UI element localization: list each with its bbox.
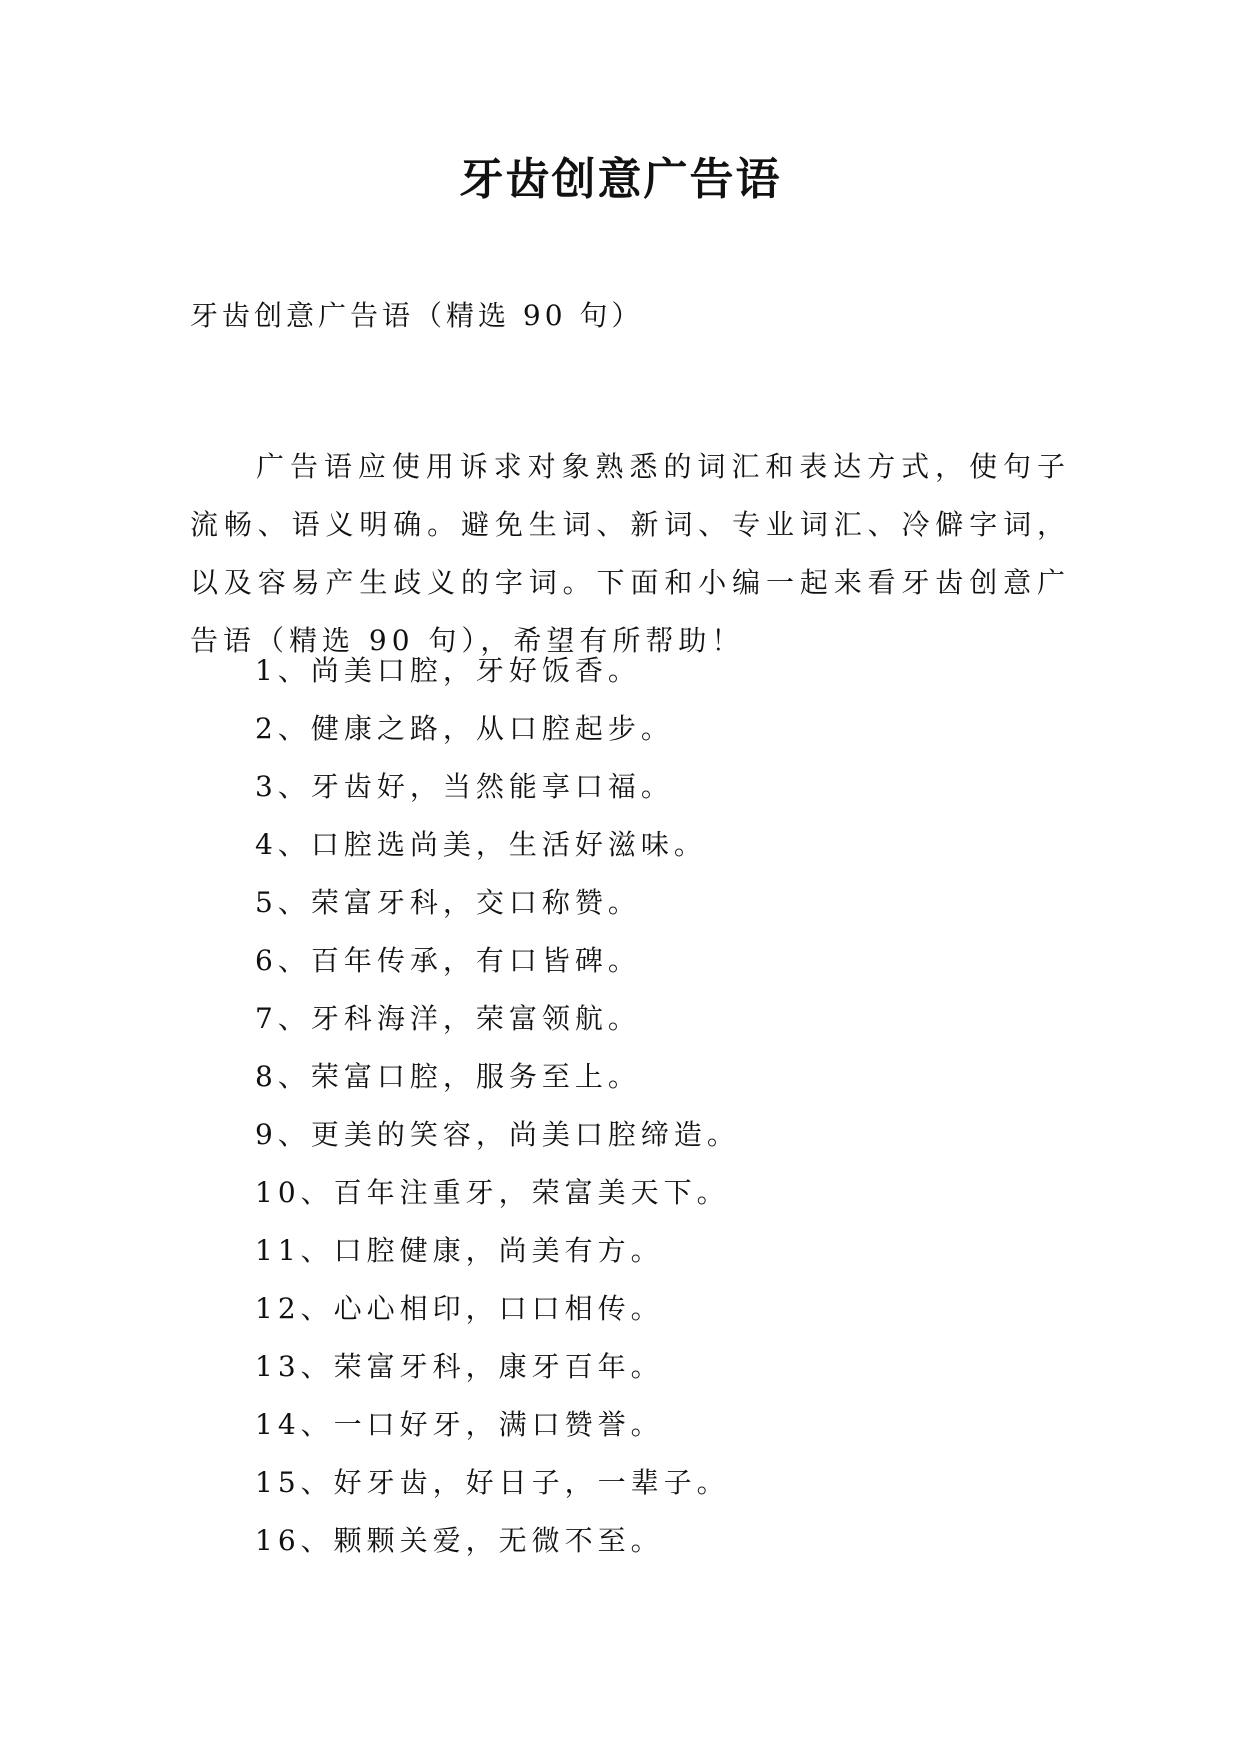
list-item: 11、口腔健康，尚美有方。: [255, 1234, 664, 1267]
intro-paragraph: 广告语应使用诉求对象熟悉的词汇和表达方式，使句子流畅、语义明确。避免生词、新词、专业词汇、冷僻字词，以及容易产生歧义的字词。下面和小编一起来看牙齿创意广告语（精选 90 句），希望有所帮助！: [190, 450, 1070, 657]
list-item: 8、荣富口腔，服务至上。: [255, 1060, 641, 1093]
list-item: 15、好牙齿，好日子，一辈子。: [255, 1466, 730, 1499]
list-item: 6、百年传承，有口皆碑。: [255, 944, 641, 977]
list-item: 13、荣富牙科，康牙百年。: [255, 1350, 664, 1383]
list-item: 7、牙科海洋，荣富领航。: [255, 1002, 641, 1035]
list-item: 12、心心相印，口口相传。: [255, 1292, 664, 1325]
document-title: 牙齿创意广告语: [459, 154, 782, 205]
list-item: 5、荣富牙科，交口称赞。: [255, 886, 641, 919]
slogan-list: [255, 642, 740, 1570]
list-item: 3、牙齿好，当然能享口福。: [255, 770, 674, 803]
list-item: 14、一口好牙，满口赞誉。: [255, 1408, 664, 1441]
list-item: 9、更美的笑容，尚美口腔缔造。: [255, 1118, 740, 1151]
document-subtitle: 牙齿创意广告语（精选 90 句）: [190, 299, 644, 332]
list-item: 16、颗颗关爱，无微不至。: [255, 1524, 664, 1557]
list-item: 10、百年注重牙，荣富美天下。: [255, 1176, 730, 1209]
list-item: 1、尚美口腔，牙好饭香。: [255, 654, 641, 687]
list-item: 2、健康之路，从口腔起步。: [255, 712, 674, 745]
list-item: 4、口腔选尚美，生活好滋味。: [255, 828, 707, 861]
